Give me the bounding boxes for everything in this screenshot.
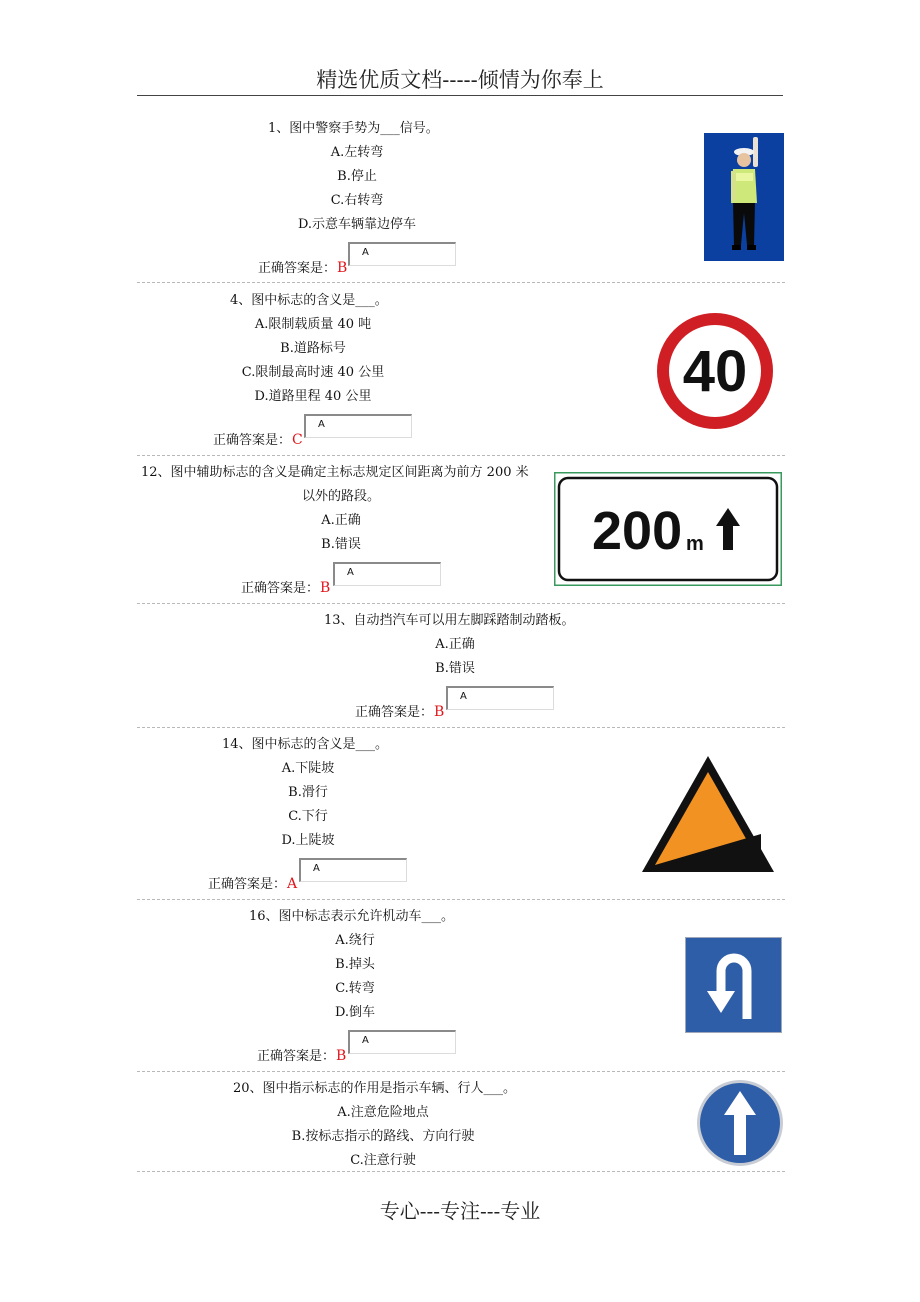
question-divider [137, 1071, 785, 1072]
option-d: D.上陡坡 [281, 833, 335, 848]
correct-answer: B [320, 580, 331, 596]
option-c: C.注意行驶 [350, 1153, 416, 1168]
option-c: C.转弯 [335, 981, 375, 996]
question-stem: 4、图中标志的含义是___。 [230, 293, 388, 308]
option-b: B.错误 [321, 537, 361, 552]
correct-answer: B [434, 704, 445, 720]
correct-answer: A [287, 876, 298, 892]
page-header-title: 精选优质文档-----倾情为你奉上 [316, 68, 604, 92]
answer-label: 正确答案是：C [213, 432, 303, 448]
sign-text: 40 [682, 339, 748, 404]
header-divider [137, 95, 783, 96]
correct-answer: B [337, 260, 348, 276]
answer-input[interactable]: A [299, 858, 407, 882]
option-a: A.注意危险地点 [337, 1105, 429, 1120]
option-c: C.右转弯 [330, 193, 384, 208]
u-turn-sign [685, 937, 782, 1033]
option-a: A.正确 [321, 513, 361, 528]
answer-input[interactable]: A [348, 1030, 456, 1054]
answer-label: 正确答案是：B [355, 704, 445, 720]
option-a: A.绕行 [335, 933, 375, 948]
sign-unit: m [686, 533, 704, 555]
option-b: B.掉头 [335, 957, 375, 972]
option-a: A.下陡坡 [281, 761, 335, 776]
option-b: B.道路标号 [280, 341, 346, 356]
question-divider [137, 899, 785, 900]
question-divider [137, 727, 785, 728]
answer-label: 正确答案是：A [208, 876, 298, 892]
distance-auxiliary-sign [554, 472, 782, 586]
option-a: A.正确 [435, 637, 475, 652]
answer-input[interactable]: A [348, 242, 456, 266]
answer-input[interactable]: A [446, 686, 554, 710]
option-d: D.倒车 [334, 1005, 376, 1020]
police-gesture-image [704, 133, 784, 261]
steep-descent-sign [640, 754, 776, 874]
answer-label: 正确答案是：B [241, 580, 331, 596]
correct-answer: C [292, 432, 303, 448]
option-d: D.示意车辆靠边停车 [297, 217, 417, 232]
speed-limit-sign [655, 311, 775, 431]
question-stem: 16、图中标志表示允许机动车___。 [249, 909, 455, 924]
option-d: D.道路里程 40 公里 [254, 389, 372, 404]
question-stem: 14、图中标志的含义是___。 [222, 737, 389, 752]
answer-label: 正确答案是：B [257, 1048, 347, 1064]
question-stem: 20、图中指示标志的作用是指示车辆、行人___。 [233, 1081, 517, 1096]
question-divider [137, 1171, 785, 1172]
option-c: C.限制最高时速 40 公里 [241, 365, 385, 380]
option-c: C.下行 [288, 809, 328, 824]
answer-input[interactable]: A [304, 414, 412, 438]
correct-answer: B [336, 1048, 347, 1064]
question-divider [137, 603, 785, 604]
option-b: B.停止 [337, 169, 377, 184]
option-a: A.限制载质量 40 吨 [254, 317, 372, 332]
answer-input[interactable]: A [333, 562, 441, 586]
sign-number: 200 [592, 501, 683, 561]
option-b: B.错误 [435, 661, 475, 676]
option-b: B.滑行 [288, 785, 328, 800]
question-divider [137, 455, 785, 456]
question-stem: 13、自动挡汽车可以用左脚踩踏制动踏板。 [324, 613, 575, 628]
question-stem-line1: 12、图中辅助标志的含义是确定主标志规定区间距离为前方 200 米 [141, 465, 529, 480]
option-b: B.按标志指示的路线、方向行驶 [291, 1129, 475, 1144]
question-stem: 1、图中警察手势为___信号。 [268, 121, 439, 136]
option-a: A.左转弯 [330, 145, 384, 160]
page-footer: 专心---专注---专业 [379, 1199, 541, 1223]
straight-ahead-sign [696, 1079, 784, 1167]
answer-label: 正确答案是：B [258, 260, 348, 276]
question-stem-line2: 以外的路段。 [301, 489, 381, 504]
question-divider [137, 282, 785, 283]
